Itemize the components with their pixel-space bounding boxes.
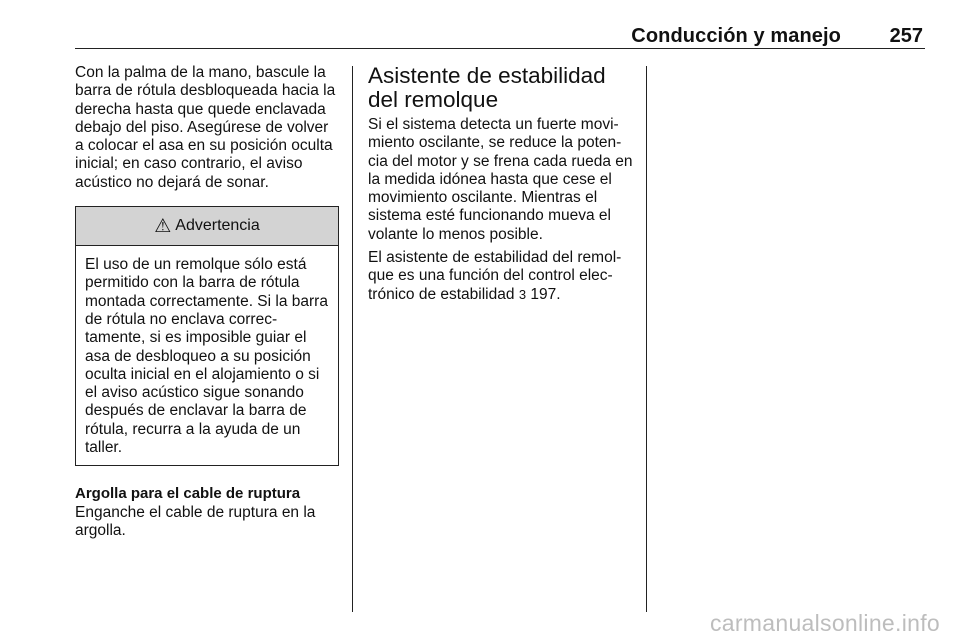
stability-paragraph-1: Si el sistema detecta un fuerte movi-miento oscilante, se reduce la poten-cia del motor y se frena cada rueda en la medida idónea hasta que cese el movimiento oscilante. Mientras el sistema esté funcionando mueva el volante lo menos posible. <box>368 116 633 243</box>
page-reference-link[interactable]: 197. <box>530 285 561 303</box>
warning-header <box>76 207 338 246</box>
column-left <box>75 64 340 540</box>
subheading-text: Enganche el cable de ruptura en la argolla. <box>75 503 316 539</box>
intro-paragraph: Con la palma de la mano, bascule la barra de rótula desbloqueada hacia la derecha hasta que quede enclavada debajo del piso. Asegúrese de volver a colocar el asa en su posición oculta inicial; en caso contrario, el aviso acústico no dejará de sonar. <box>75 64 336 191</box>
page-header <box>75 22 925 49</box>
page-number: 257 <box>889 25 923 47</box>
column-middle <box>368 64 634 309</box>
stability-paragraph-2-text: El asistente de estabilidad del remol-que es una función del control elec-trónico de estabilidad <box>368 249 622 303</box>
section-title: Asistente de estabilidad del remolque <box>368 63 606 112</box>
page-reference-arrow-icon: 3 <box>518 286 527 302</box>
column-divider-right <box>646 66 647 612</box>
column-divider-left <box>352 66 353 612</box>
warning-body: El uso de un remolque sólo está permitido con la barra de rótula montada correctamente. Si la barra de rótula no enclava correc-tamente, si es imposible guiar el asa de desbloqueo a su posición oculta inicial en el alojamiento o si el aviso acústico sigue sonando después de enclavar la barra de rótula, recurra a la ayuda de un taller. <box>85 256 328 457</box>
watermark: carmanualsonline.info <box>709 610 940 636</box>
warning-box <box>75 206 339 466</box>
header-title: Conducción y manejo <box>631 25 841 47</box>
subheading: Argolla para el cable de ruptura <box>75 485 301 503</box>
warning-triangle-icon: ⚠ <box>154 215 172 237</box>
warning-title: Advertencia <box>175 217 260 235</box>
stability-paragraph-2 <box>368 249 634 304</box>
